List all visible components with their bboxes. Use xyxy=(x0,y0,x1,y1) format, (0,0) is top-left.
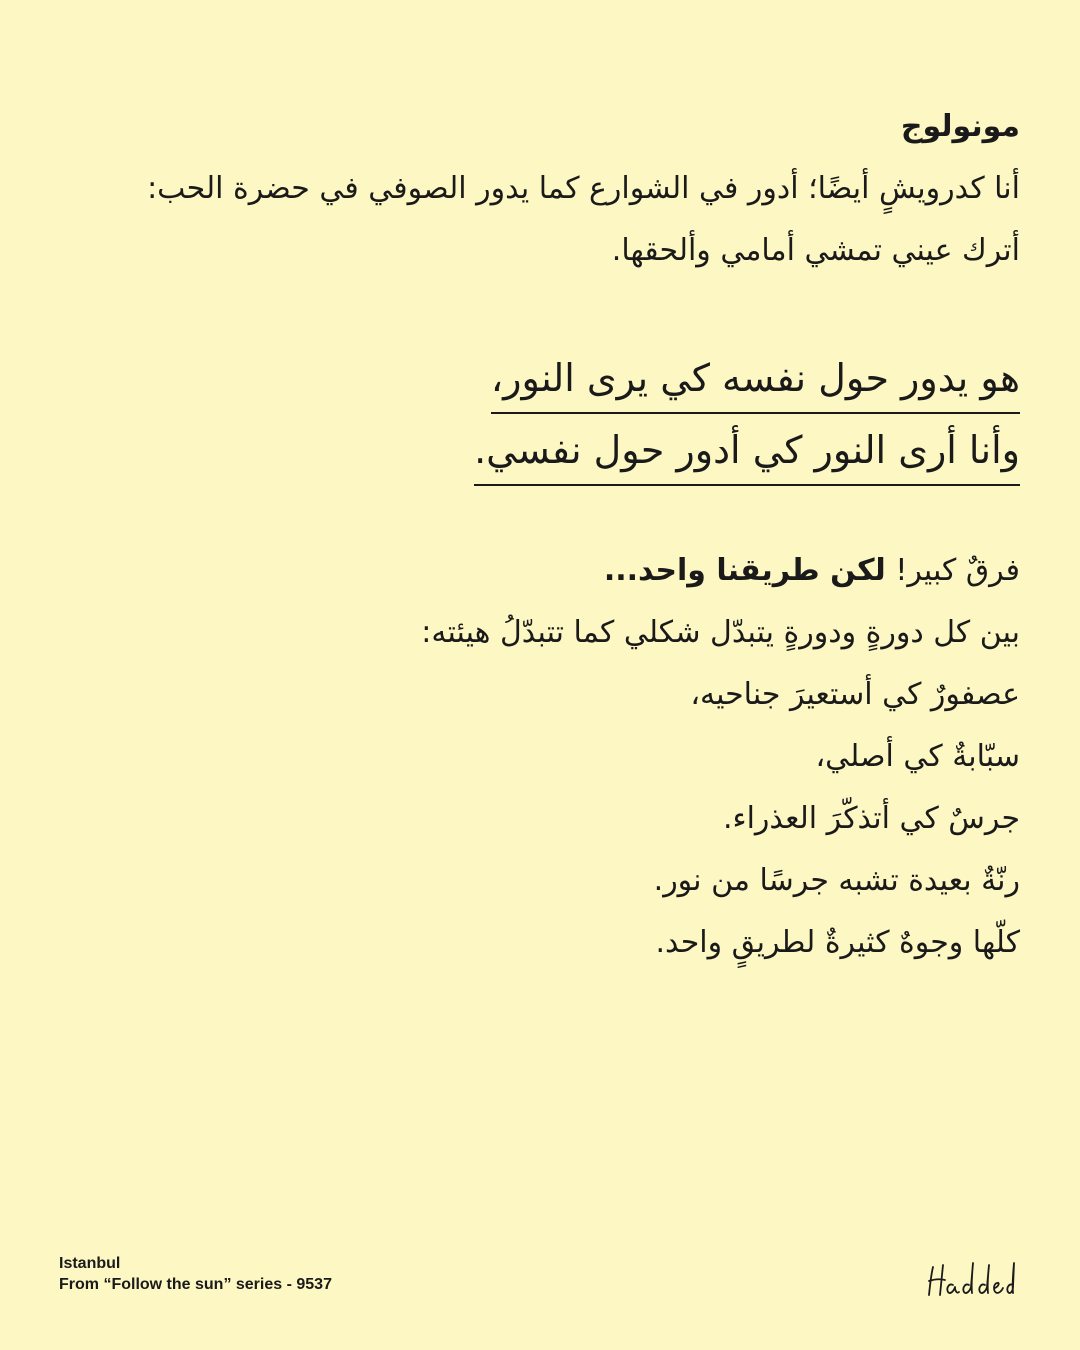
stanza-line-5: جرسٌ كي أتذكّرَ العذراء. xyxy=(722,801,1020,836)
stanza-line-4: سبّابةٌ كي أصلي، xyxy=(815,739,1020,774)
stanza-line-1 xyxy=(60,540,1020,602)
footer-series: From “Follow the sun” series - 9537 xyxy=(59,1276,332,1293)
intro-paragraph xyxy=(60,158,1020,282)
stanza-line-3: عصفورٌ كي أستعيرَ جناحيه، xyxy=(690,677,1020,712)
highlight-line-1: هو يدور حول نفسه كي يرى النور، xyxy=(491,350,1020,414)
stanza-line-2: بين كل دورةٍ ودورةٍ يتبدّل شكلي كما تتبدّلُ هيئته: xyxy=(421,615,1020,650)
stanza xyxy=(60,540,1020,974)
intro-line-2: أترك عيني تمشي أمامي وألحقها. xyxy=(611,233,1020,268)
footer-location: Istanbul xyxy=(59,1255,121,1272)
intro-line-1: أنا كدرويشٍ أيضًا؛ أدور في الشوارع كما يدور الصوفي في حضرة الحب: xyxy=(147,171,1020,206)
stanza-line-6: رنّةٌ بعيدة تشبه جرسًا من نور. xyxy=(653,863,1020,898)
signature-icon xyxy=(925,1255,1015,1305)
poem-title: مونولوج xyxy=(900,109,1020,144)
signature-svg xyxy=(925,1255,1015,1305)
highlight-line-2: وأنا أرى النور كي أدور حول نفسي. xyxy=(474,422,1020,486)
highlight-couplet xyxy=(60,350,1020,494)
footer-caption xyxy=(59,1253,332,1295)
stanza-line-1-bold: لكن طريقنا واحد... xyxy=(603,553,886,588)
stanza-line-7: كلّها وجوهٌ كثيرةٌ لطريقٍ واحد. xyxy=(655,925,1020,960)
stanza-line-1-regular: فرقٌ كبير! xyxy=(885,553,1020,588)
